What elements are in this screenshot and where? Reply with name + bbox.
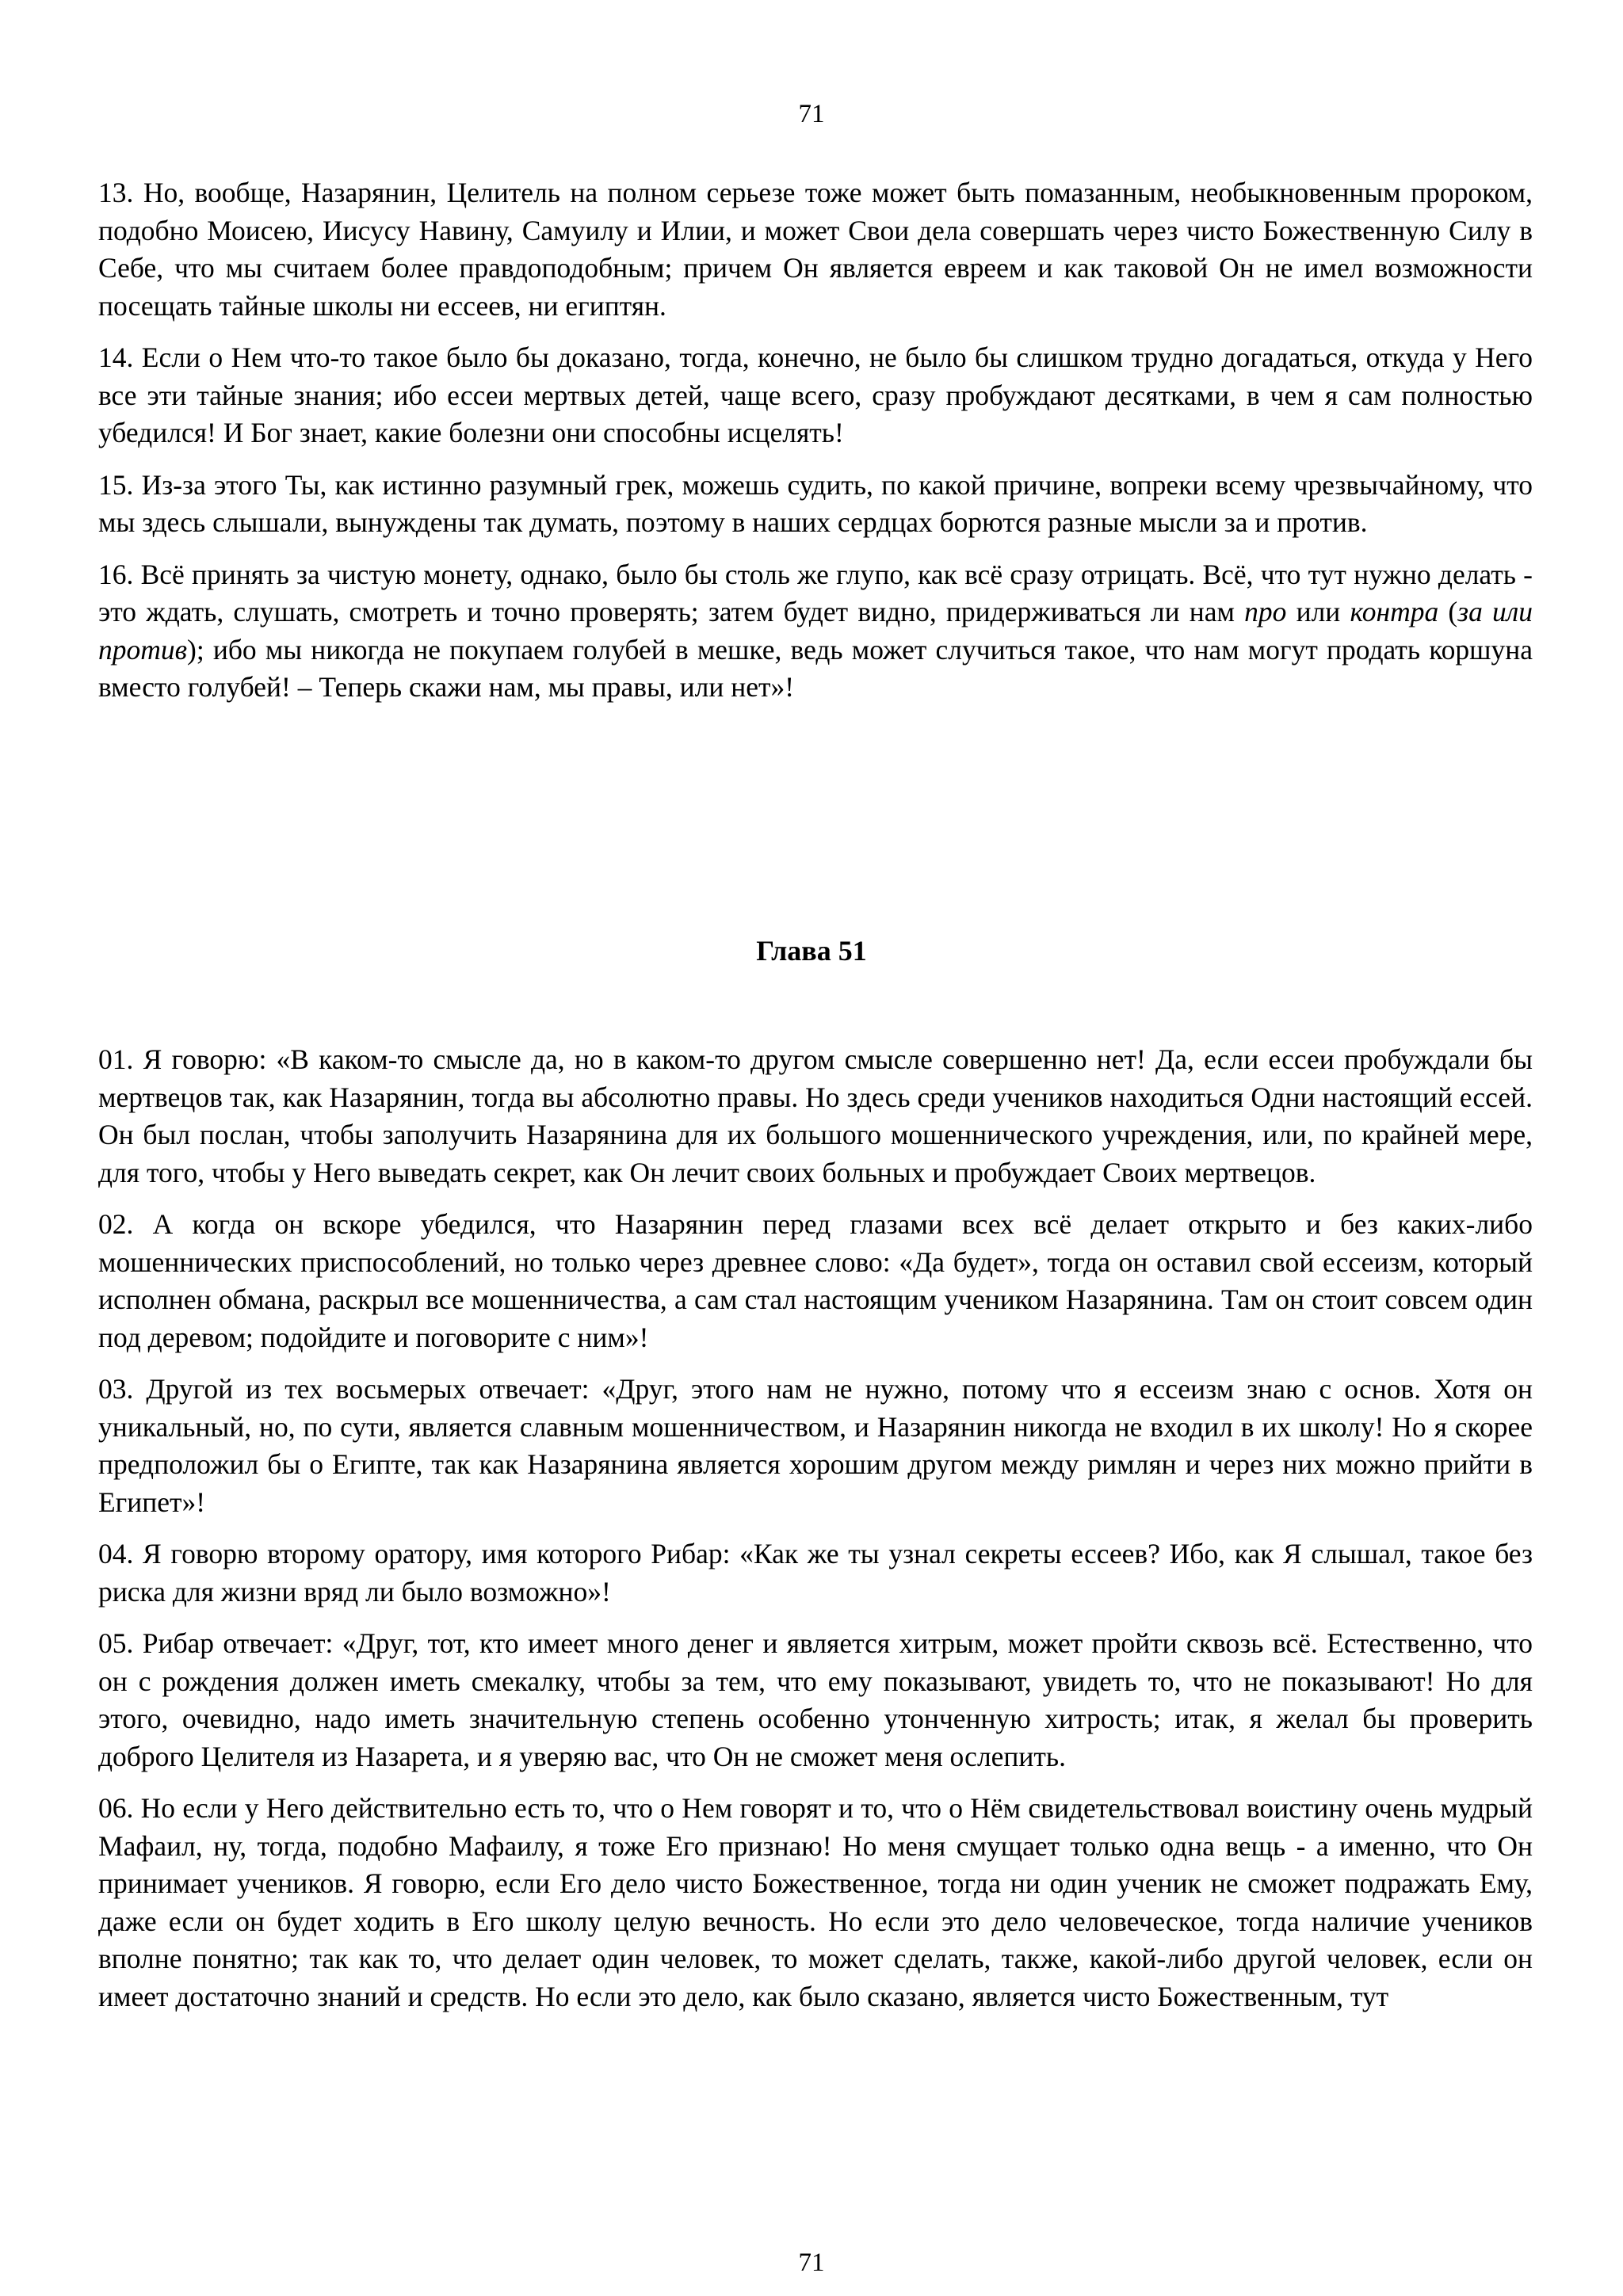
paragraph-16-italic-za-ili-protiv: за или против [98,596,1533,666]
page-number-top: 71 [798,100,825,128]
paragraph-16 [98,556,1533,707]
paragraph-16-part2: или [1286,596,1350,627]
paragraph-01: 01. Я говорю: «В каком-то смысле да, но в каком-то другом смысле совершенно нет! Да, если ессеи пробуждали бы мертвецов так, как Назарянин, тогда вы абсолютно правы. Но здесь среди учеников находиться Одни настоящий ессей. Он был послан, чтобы заполучить Назарянина для их большого мошеннического учреждения, или, по крайней мере, для того, чтобы у Него выведать секрет, как Он лечит своих больных и пробуждает Своих мертвецов. [98,1043,1533,1188]
paragraph-06: 06. Но если у Него действительно есть то, что о Нем говорят и то, что о Нём свидетельствовал воистину очень мудрый Мафаил, ну, тогда, подобно Мафаилу, я тоже Его признаю! Но меня смущает только одна вещь - а именно, что Он принимает учеников. Я говорю, если Его дело чисто Божественное, тогда ни один ученик не сможет подражать Ему, даже если он будет ходить в Его школу целую вечность. Но если это дело человеческое, тогда наличие учеников вполне понятно; так как то, что делает один человек, то может сделать, также, какой-либо другой человек, если он имеет достаточно знаний и средств. Но если это дело, как было сказано, является чисто Божественным, тут [98,1792,1533,2012]
paragraph-16-part1: 16. Всё принять за чистую монету, однако, было бы столь же глупо, как всё сразу отрицать. Всё, что тут нужно делать - это ждать, слушать, смотреть и точно проверять; затем будет видно, придерживаться ли нам [98,558,1533,627]
paragraph-13: 13. Но, вообще, Назарянин, Целитель на полном серьезе тоже может быть помазанным, необыкновенным пророком, подобно Моисею, Иисусу Навину, Самуилу и Илии, и может Свои дела совершать через чисто Божественную Силу в Себе, что мы считаем более правдоподобным; причем Он является евреем и как таковой Он не имел возможности посещать тайные школы ни ессеев, ни египтян. [98,177,1533,322]
text-block-bottom [98,1041,1533,2030]
paragraph-05: 05. Рибар отвечает: «Друг, тот, кто имеет много денег и является хитрым, может пройти сквозь всё. Естественно, что он с рождения должен иметь смекалку, чтобы за тем, что ему показывают, увидеть то, что не показывают! Но для этого, очевидно, надо иметь значительную степень особенно утонченную хитрость; итак, я желал бы проверить доброго Целителя из Назарета, и я уверяю вас, что Он не сможет меня ослепить. [98,1627,1533,1772]
paragraph-15: 15. Из-за этого Ты, как истинно разумный грек, можешь судить, по какой причине, вопреки всему чрезвычайному, что мы здесь слышали, вынуждены так думать, поэтому в наших сердцах борются разные мысли за и против. [98,468,1533,538]
page-number-bottom: 71 [798,2248,825,2277]
paragraph-02: 02. А когда он вскоре убедился, что Назарянин перед глазами всех всё делает открыто и без каких-либо мошеннических приспособлений, но только через древнее слово: «Да будет», тогда он оставил свой ессеизм, который исполнен обмана, раскрыл все мошенничества, а сам стал настоящим учеником Назарянина. Там он стоит совсем один под деревом; подойдите и поговорите с ним»! [98,1208,1533,1353]
paragraph-16-italic-kontra: контра [1350,596,1439,627]
paragraph-04: 04. Я говорю второму оратору, имя которого Рибар: «Как же ты узнал секреты ессеев? Ибо, как Я слышал, такое без риска для жизни вряд ли было возможно»! [98,1538,1533,1608]
paragraph-16-part4: ); ибо мы никогда не покупаем голубей в мешке, ведь может случиться такое, что нам могут продать коршуна вместо голубей! – Теперь скажи нам, мы правы, или нет»! [98,633,1533,703]
paragraph-16-part3: ( [1438,596,1458,627]
chapter-title: Глава 51 [756,935,867,967]
paragraph-03: 03. Другой из тех восьмерых отвечает: «Друг, этого нам не нужно, потому что я ессеизм знаю с основ. Хотя он уникальный, но, по сути, является славным мошенничеством, и Назарянин никогда не входил в их школу! Но я скорее предположил бы о Египте, так как Назарянина является хорошим другом между римлян и через них можно прийти в Египет»! [98,1373,1533,1518]
paragraph-16-italic-pro: про [1244,596,1287,627]
paragraph-14: 14. Если о Нем что-то такое было бы доказано, тогда, конечно, не было бы слишком трудно догадаться, откуда у Него все эти тайные знания; ибо ессеи мертвых детей, чаще всего, сразу пробуждают десятками, в чем я сам полностью убедился! И Бог знает, какие болезни они способны исцелять! [98,341,1533,448]
text-block-top [98,174,1533,721]
